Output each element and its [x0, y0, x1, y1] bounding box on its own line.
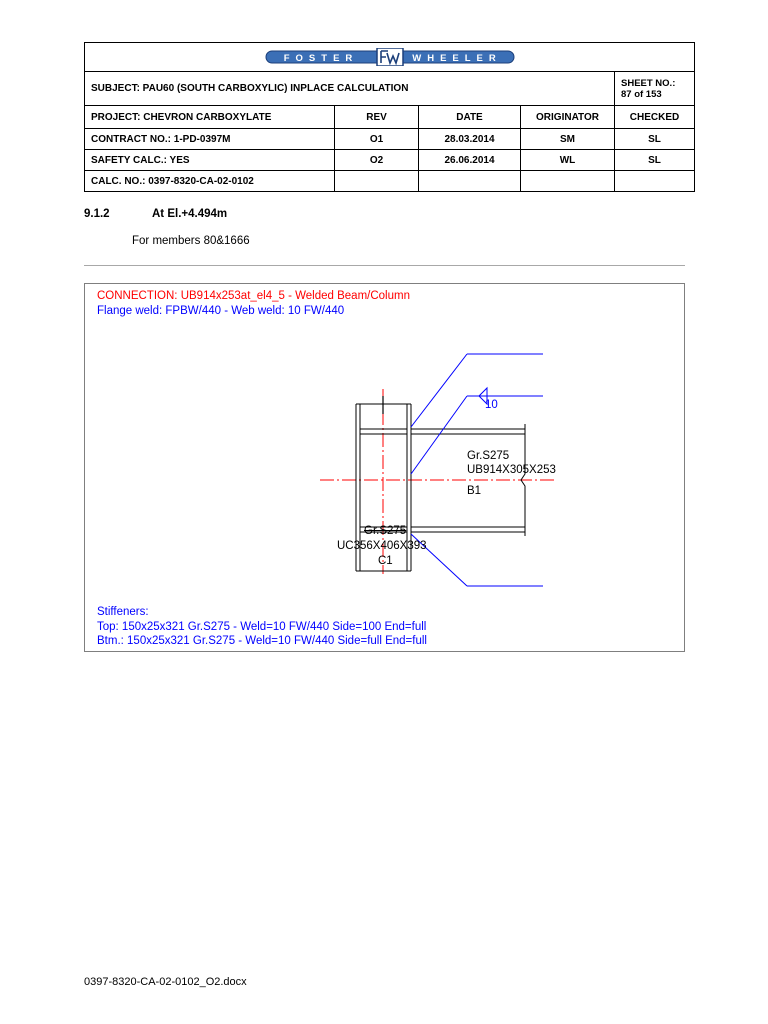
- project: PROJECT: CHEVRON CARBOXYLATE: [85, 106, 335, 129]
- weld-leader-web: [411, 396, 467, 474]
- contract-number: CONTRACT NO.: 1-PD-0397M: [85, 129, 335, 150]
- empty-cell: [615, 171, 695, 192]
- empty-cell: [335, 171, 419, 192]
- foster-wheeler-logo: [265, 48, 515, 66]
- weld-size-label: 10: [485, 399, 498, 411]
- calc-number: CALC. NO.: 0397-8320-CA-02-0102: [85, 171, 335, 192]
- logo-cell: [85, 43, 695, 72]
- originator-header: ORIGINATOR: [521, 106, 615, 129]
- beam-grade: Gr.S275: [467, 450, 510, 462]
- title-block: [84, 42, 695, 192]
- section-title: At El.+4.494m: [152, 208, 228, 220]
- flange-weld-note: Flange weld: FPBW/440 - Web weld: 10 FW/440: [97, 305, 345, 317]
- rev-cell: O2: [335, 150, 419, 171]
- connection-title: CONNECTION: UB914x253at_el4_5 - Welded Beam/Column: [97, 290, 410, 302]
- rev-cell: O1: [335, 129, 419, 150]
- weld-leader-top: [411, 354, 467, 427]
- beam-id: B1: [467, 485, 482, 497]
- originator-cell: WL: [521, 150, 615, 171]
- date-header: DATE: [419, 106, 521, 129]
- connection-sketch: [85, 284, 686, 653]
- checked-header: CHECKED: [615, 106, 695, 129]
- column-id: C1: [378, 555, 393, 567]
- footer-filename: 0397-8320-CA-02-0102_O2.docx: [84, 976, 247, 988]
- connection-drawing: [84, 283, 685, 652]
- empty-cell: [419, 171, 521, 192]
- safety-calc: SAFETY CALC.: YES: [85, 150, 335, 171]
- column-grade: Gr.S275: [364, 525, 407, 537]
- rev-header: REV: [335, 106, 419, 129]
- checked-cell: SL: [615, 129, 695, 150]
- column-section: UC356X406X393: [337, 540, 427, 552]
- stiffeners-title: Stiffeners:: [97, 606, 149, 618]
- checked-cell: SL: [615, 150, 695, 171]
- date-cell: 28.03.2014: [419, 129, 521, 150]
- originator-cell: SM: [521, 129, 615, 150]
- date-cell: 26.06.2014: [419, 150, 521, 171]
- beam-section: UB914X305X253: [467, 464, 556, 476]
- sheet-number: SHEET NO.: 87 of 153: [615, 72, 695, 106]
- stiffener-top: Top: 150x25x321 Gr.S275 - Weld=10 FW/440 Side=100 End=full: [97, 621, 427, 633]
- members-note: For members 80&1666: [132, 235, 250, 247]
- subject: SUBJECT: PAU60 (SOUTH CARBOXYLIC) INPLACE CALCULATION: [85, 72, 615, 106]
- logo-text-right: WHEELER: [411, 53, 502, 64]
- logo-text-left: FOSTER: [283, 53, 358, 64]
- section-number: 9.1.2: [84, 208, 110, 220]
- empty-cell: [521, 171, 615, 192]
- horizontal-rule: [84, 265, 685, 266]
- stiffener-bottom: Btm.: 150x25x321 Gr.S275 - Weld=10 FW/440 Side=full End=full: [97, 635, 427, 647]
